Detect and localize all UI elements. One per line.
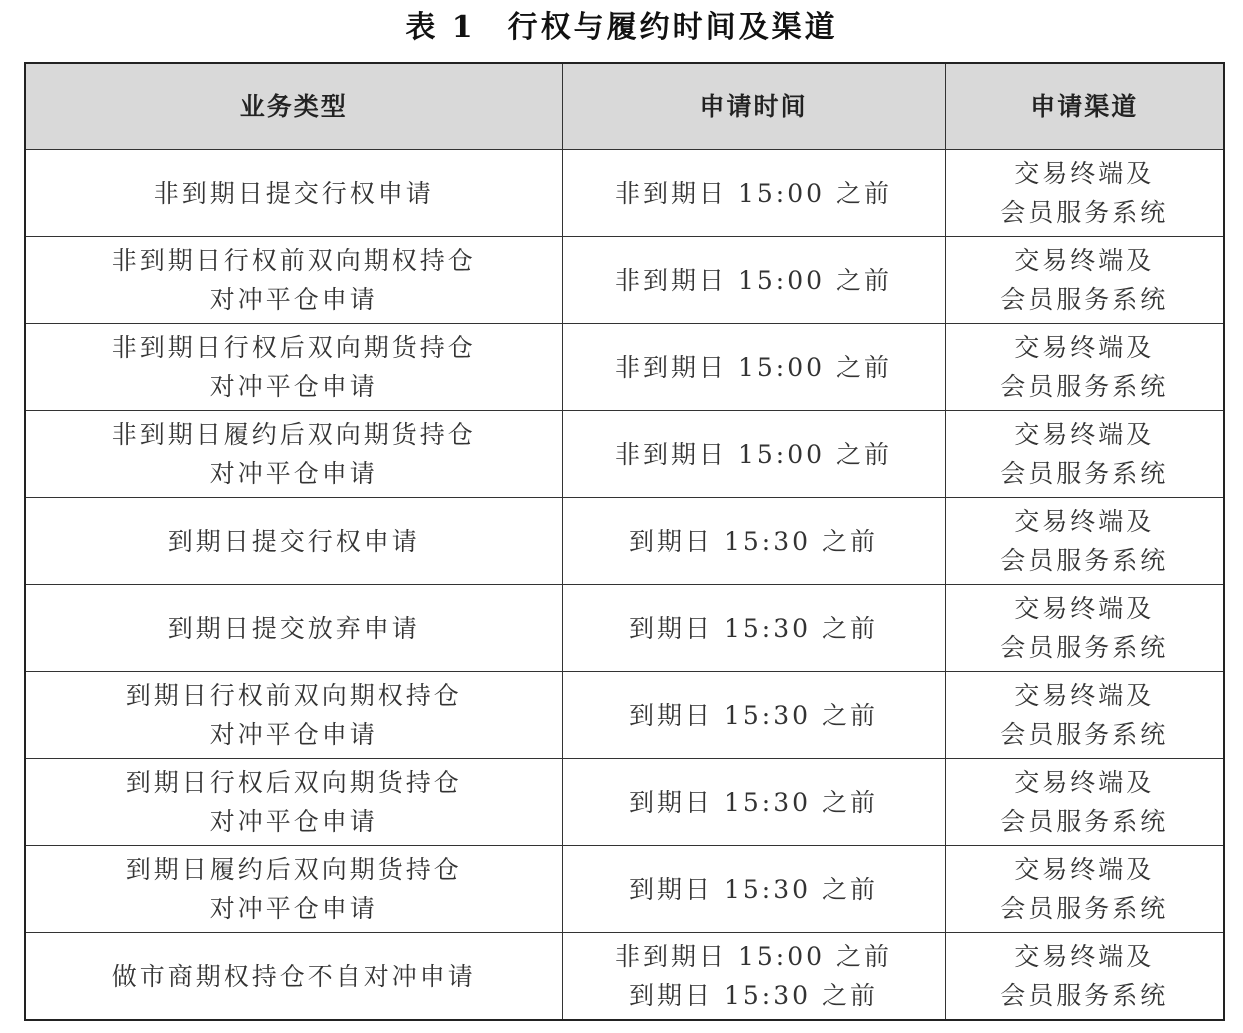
table-row [25, 933, 1224, 1021]
cell-text-line: 对冲平仓申请 [209, 894, 378, 923]
business-type-cell [25, 150, 562, 237]
table-body [25, 150, 1224, 1021]
cell-text-line: 到期日行权前双向期权持仓 [125, 681, 462, 710]
business-type-cell [25, 759, 562, 846]
cell-text-line: 对冲平仓申请 [209, 459, 378, 488]
cell-text-line: 到期日 15:30 之前 [629, 613, 878, 643]
cell-text-line: 会员服务系统 [1000, 894, 1169, 923]
cell-text-line: 交易终端及 [1014, 246, 1155, 275]
business-type-cell [25, 846, 562, 933]
cell-text-line: 到期日 15:30 之前 [629, 787, 878, 817]
cell-text-line: 到期日行权后双向期货持仓 [125, 768, 462, 797]
table-row [25, 672, 1224, 759]
business-type-cell [25, 411, 562, 498]
cell-text-line: 交易终端及 [1014, 507, 1155, 536]
cell-text-line: 会员服务系统 [1000, 546, 1169, 575]
application-time-cell [562, 759, 945, 846]
table-row [25, 411, 1224, 498]
cell-text-line: 非到期日 15:00 之前 [615, 352, 892, 382]
cell-text-line: 非到期日履约后双向期货持仓 [111, 420, 476, 449]
cell-text-line: 非到期日行权后双向期货持仓 [111, 333, 476, 362]
table-title: 行权与履约时间及渠道 [507, 10, 838, 45]
cell-text-line: 会员服务系统 [1000, 198, 1169, 227]
cell-text-line: 会员服务系统 [1000, 372, 1169, 401]
application-time-cell [562, 672, 945, 759]
cell-text-line: 非到期日行权前双向期权持仓 [111, 246, 476, 275]
cell-text-line: 非到期日 15:00 之前 [615, 178, 892, 208]
application-channel-cell [945, 237, 1224, 324]
business-type-cell [25, 933, 562, 1021]
business-type-cell [25, 498, 562, 585]
cell-text-line: 会员服务系统 [1000, 981, 1169, 1010]
cell-text-line: 非到期日提交行权申请 [153, 178, 434, 208]
cell-text-line: 会员服务系统 [1000, 633, 1169, 662]
cell-text-line: 交易终端及 [1014, 159, 1155, 188]
cell-text-line: 做市商期权持仓不自对冲申请 [111, 961, 476, 991]
cell-text-line: 会员服务系统 [1000, 720, 1169, 749]
cell-text-line: 交易终端及 [1014, 333, 1155, 362]
table-row [25, 324, 1224, 411]
application-channel-cell [945, 498, 1224, 585]
cell-text-line: 会员服务系统 [1000, 285, 1169, 314]
application-channel-cell [945, 759, 1224, 846]
application-time-cell [562, 498, 945, 585]
cell-text-line: 到期日 15:30 之前 [629, 874, 878, 904]
business-type-cell [25, 237, 562, 324]
application-time-cell [562, 933, 945, 1021]
table-row [25, 585, 1224, 672]
business-type-cell [25, 672, 562, 759]
cell-text-line: 交易终端及 [1014, 855, 1155, 884]
cell-text-line: 交易终端及 [1014, 420, 1155, 449]
table-header-row [25, 63, 1224, 150]
header-application-channel: 申请渠道 [945, 63, 1224, 150]
application-channel-cell [945, 150, 1224, 237]
cell-text-line: 交易终端及 [1014, 942, 1155, 971]
application-channel-cell [945, 672, 1224, 759]
application-time-cell [562, 324, 945, 411]
business-type-cell [25, 585, 562, 672]
cell-text-line: 到期日 15:30 之前 [629, 700, 878, 730]
business-type-cell [25, 324, 562, 411]
cell-text-line: 到期日 15:30 之前 [629, 526, 878, 556]
cell-text-line: 到期日履约后双向期货持仓 [125, 855, 462, 884]
cell-text-line: 非到期日 15:00 之前 [615, 942, 892, 971]
table-row [25, 237, 1224, 324]
table-row [25, 846, 1224, 933]
cell-text-line: 会员服务系统 [1000, 807, 1169, 836]
table-row [25, 759, 1224, 846]
application-channel-cell [945, 846, 1224, 933]
application-time-cell [562, 150, 945, 237]
table-row [25, 498, 1224, 585]
options-exercise-table [24, 62, 1225, 1021]
application-time-cell [562, 585, 945, 672]
table-row [25, 150, 1224, 237]
application-time-cell [562, 237, 945, 324]
cell-text-line: 到期日提交放弃申请 [167, 613, 420, 643]
application-channel-cell [945, 933, 1224, 1021]
cell-text-line: 会员服务系统 [1000, 459, 1169, 488]
table-caption [0, 0, 1243, 48]
table-number: 表 1 [405, 10, 476, 45]
application-channel-cell [945, 324, 1224, 411]
cell-text-line: 交易终端及 [1014, 681, 1155, 710]
application-time-cell [562, 411, 945, 498]
header-application-time: 申请时间 [562, 63, 945, 150]
cell-text-line: 交易终端及 [1014, 594, 1155, 623]
cell-text-line: 对冲平仓申请 [209, 807, 378, 836]
cell-text-line: 非到期日 15:00 之前 [615, 439, 892, 469]
application-time-cell [562, 846, 945, 933]
application-channel-cell [945, 411, 1224, 498]
cell-text-line: 非到期日 15:00 之前 [615, 265, 892, 295]
cell-text-line: 交易终端及 [1014, 768, 1155, 797]
cell-text-line: 到期日 15:30 之前 [629, 981, 878, 1010]
cell-text-line: 对冲平仓申请 [209, 285, 378, 314]
header-business-type: 业务类型 [25, 63, 562, 150]
cell-text-line: 对冲平仓申请 [209, 720, 378, 749]
cell-text-line: 到期日提交行权申请 [167, 526, 420, 556]
application-channel-cell [945, 585, 1224, 672]
cell-text-line: 对冲平仓申请 [209, 372, 378, 401]
